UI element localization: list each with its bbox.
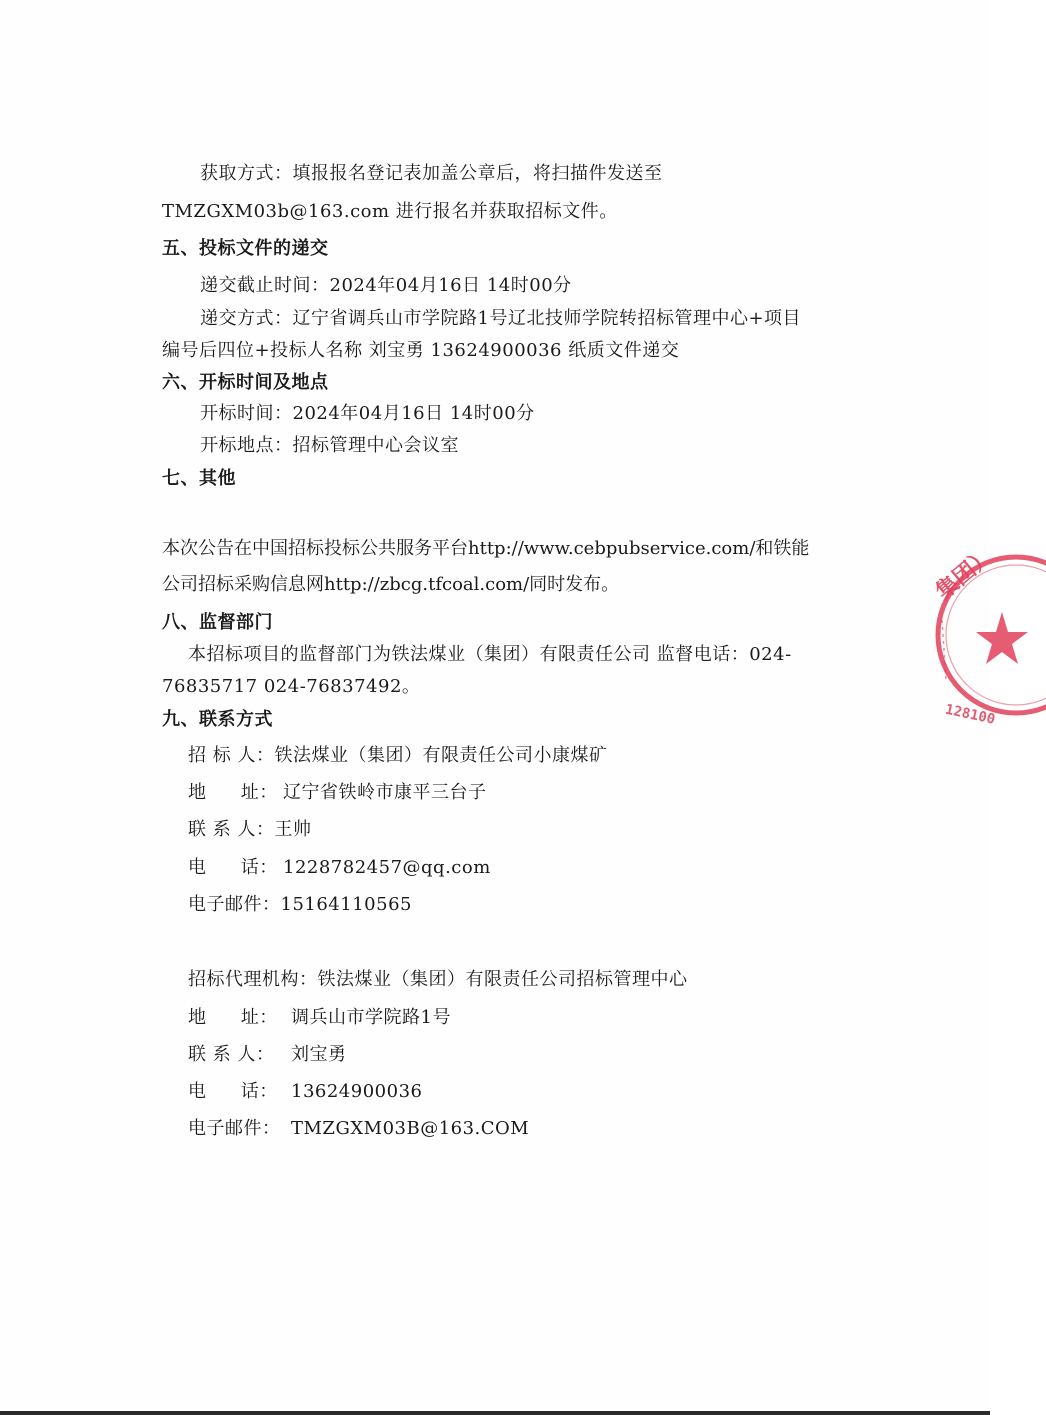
tenderer-phone-label: 电 话： [188,857,278,878]
agency-address: 调兵山市学院路1号 [291,1007,451,1028]
tenderer-name-row [188,744,607,768]
agency-name-label: 招标代理机构： [188,969,318,990]
page-bottom-edge [0,1411,990,1415]
agency-address-label: 地 址： [188,1007,278,1028]
tenderer-email-label: 电子邮件： [188,894,281,915]
tenderer-email: 15164110565 [280,894,412,915]
official-seal-stamp [931,540,1046,750]
seal-number: 128100 [943,701,997,728]
publication-line-2: 公司招标采购信息网http://zbcg.tfcoal.com/同时发布。 [162,574,620,595]
submission-method-line-1: 递交方式：辽宁省调兵山市学院路1号辽北技师学院转招标管理中心+项目 [200,308,802,329]
tenderer-contact-row [188,818,311,842]
submission-method-line-2: 编号后四位+投标人名称 刘宝勇 13624900036 纸质文件递交 [162,340,680,361]
agency-name-row [188,968,688,992]
agency-phone-label: 电 话： [188,1081,278,1102]
agency-contact: 刘宝勇 [291,1044,347,1065]
seal-star-icon [976,612,1028,664]
tenderer-contact: 王帅 [274,819,312,840]
section-5-heading: 五、投标文件的递交 [162,238,329,259]
agency-contact-row [188,1043,347,1067]
opening-place: 开标地点：招标管理中心会议室 [200,435,459,456]
agency-email-label: 电子邮件： [188,1118,281,1139]
acquisition-line-1: 获取方式：填报报名登记表加盖公章后，将扫描件发送至 [200,163,663,184]
agency-name: 铁法煤业（集团）有限责任公司招标管理中心 [317,969,688,990]
tenderer-address: 辽宁省铁岭市康平三台子 [283,782,487,803]
agency-phone-row [188,1080,422,1104]
agency-phone: 13624900036 [291,1081,423,1102]
tenderer-address-label: 地 址： [188,782,278,803]
supervision-line-2: 76835717 024-76837492。 [162,676,421,697]
agency-email: TMZGXM03B@163.COM [291,1118,530,1139]
tenderer-phone-row [188,856,491,880]
tenderer-email-row [188,893,412,917]
section-6-heading: 六、开标时间及地点 [162,372,329,393]
acquisition-line-2: TMZGXM03b@163.com 进行报名并获取招标文件。 [162,201,618,222]
submission-deadline: 递交截止时间：2024年04月16日 14时00分 [200,275,572,296]
section-8-heading: 八、监督部门 [162,612,273,633]
agency-email-row [188,1117,529,1141]
tenderer-address-row [188,781,487,805]
tenderer-contact-label: 联 系 人： [188,819,275,840]
tenderer-name-label: 招 标 人： [188,745,275,766]
section-9-heading: 九、联系方式 [162,709,273,730]
seal-text-top: 集团） [931,543,999,605]
supervision-line-1: 本招标项目的监督部门为铁法煤业（集团）有限责任公司 监督电话：024- [188,644,792,665]
agency-contact-label: 联 系 人： [188,1044,275,1065]
tenderer-phone: 1228782457@qq.com [283,857,491,878]
opening-time: 开标时间：2024年04月16日 14时00分 [200,403,535,424]
section-7-heading: 七、其他 [162,468,236,489]
tenderer-name: 铁法煤业（集团）有限责任公司小康煤矿 [274,745,608,766]
seal-graphic [931,540,1046,750]
publication-line-1: 本次公告在中国招标投标公共服务平台http://www.cebpubservice.com/和铁能 [162,538,810,559]
agency-address-row [188,1006,451,1030]
